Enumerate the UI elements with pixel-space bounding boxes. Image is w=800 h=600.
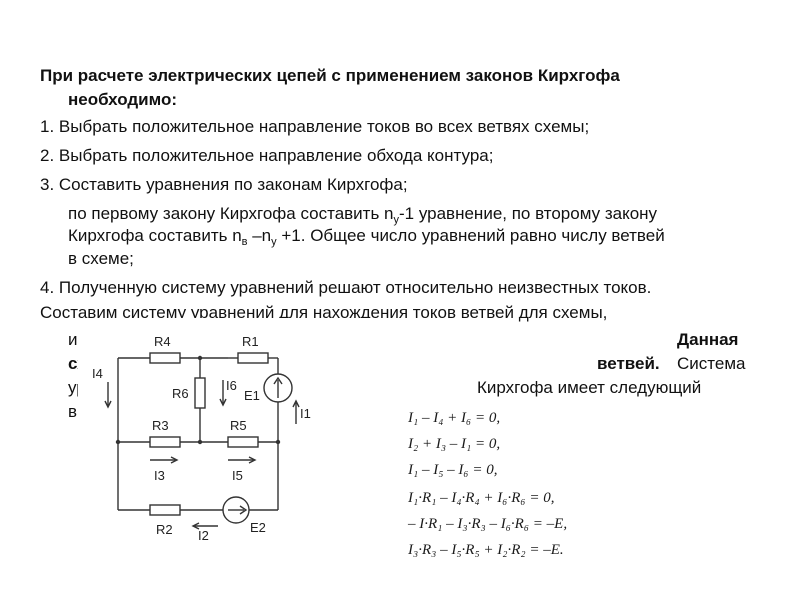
step-3: 3. Составить уравнения по законам Кирхгофа; [40,175,408,194]
equation-1: I₁ – I₄ + I₆ = 0, [408,410,501,426]
intro-line: Составим систему уравнений для нахождения токов ветвей для схемы, [40,303,608,322]
label-i6: I6 [226,378,237,393]
rule-line-2 [68,226,665,248]
label-r6: R6 [172,386,189,401]
label-i3: I3 [154,468,165,483]
partial-text-e: ветвей. [597,354,660,373]
partial-text-g: ур [68,378,86,397]
circuit-diagram [78,318,398,568]
resistor-r2 [150,505,180,515]
rule-l1-sub: у [393,214,399,226]
resistor-r1 [238,353,268,363]
equation-5: – I·R₁ – I₃·R₃ – I₆·R₆ = –E, [408,516,568,532]
label-i5: I5 [232,468,243,483]
step-4: 4. Полученную систему уравнений решают относительно неизвестных токов. [40,278,652,297]
rule-l2-sub-1: в [241,236,248,248]
partial-text-d: и шесть [318,354,385,373]
rule-line-1 [68,204,657,226]
label-r1: R1 [242,334,259,349]
resistor-r6 [195,378,205,408]
label-i2: I2 [198,528,209,543]
partial-text-a: из [68,330,86,349]
rule-line-3: в схеме; [68,249,134,268]
label-r5: R5 [230,418,247,433]
resistor-r3 [150,437,180,447]
rule-l1-pre: по первому закону Кирхгофа составить n [68,204,394,223]
rule-l2-mid: –n [247,226,272,245]
equation-system [408,408,648,568]
label-r3: R3 [152,418,169,433]
label-r4: R4 [154,334,171,349]
partial-text-i: ви [68,402,87,421]
rule-l2-post: +1. Общее число уравнений равно числу ветвей [276,226,665,245]
rule-l2-pre: Кирхгофа составить n [68,226,242,245]
equation-6: I₃·R₃ – I₅·R₅ + I₂·R₂ = –E. [408,542,564,558]
equation-4: I₁·R₁ – I₄·R₄ + I₆·R₆ = 0, [408,490,555,506]
partial-text-h: Кирхгофа имеет следующий [477,378,702,397]
partial-text-c: сх [68,354,87,373]
label-i1: I1 [300,406,311,421]
label-r2: R2 [156,522,173,537]
partial-text-b: Данная [677,330,739,349]
resistor-r4 [150,353,180,363]
heading-line-1: При расчете электрических цепей с применением законов Кирхгофа [40,66,620,85]
rule-l1-post: -1 уравнение, по второму закону [399,204,658,223]
step-2: 2. Выбрать положительное направление обхода контура; [40,146,494,165]
label-e1: E1 [244,388,260,403]
label-e2: E2 [250,520,266,535]
resistor-r5 [228,437,258,447]
partial-text-f: Система [677,354,746,373]
step-1: 1. Выбрать положительное направление токов во всех ветвях схемы; [40,117,590,136]
rule-l2-sub-2: у [271,236,277,248]
label-i4: I4 [92,366,103,381]
equation-2: I₂ + I₃ – I₁ = 0, [408,436,501,452]
equation-3: I₁ – I₅ – I₆ = 0, [408,462,498,478]
heading-line-2: необходимо: [68,90,178,109]
